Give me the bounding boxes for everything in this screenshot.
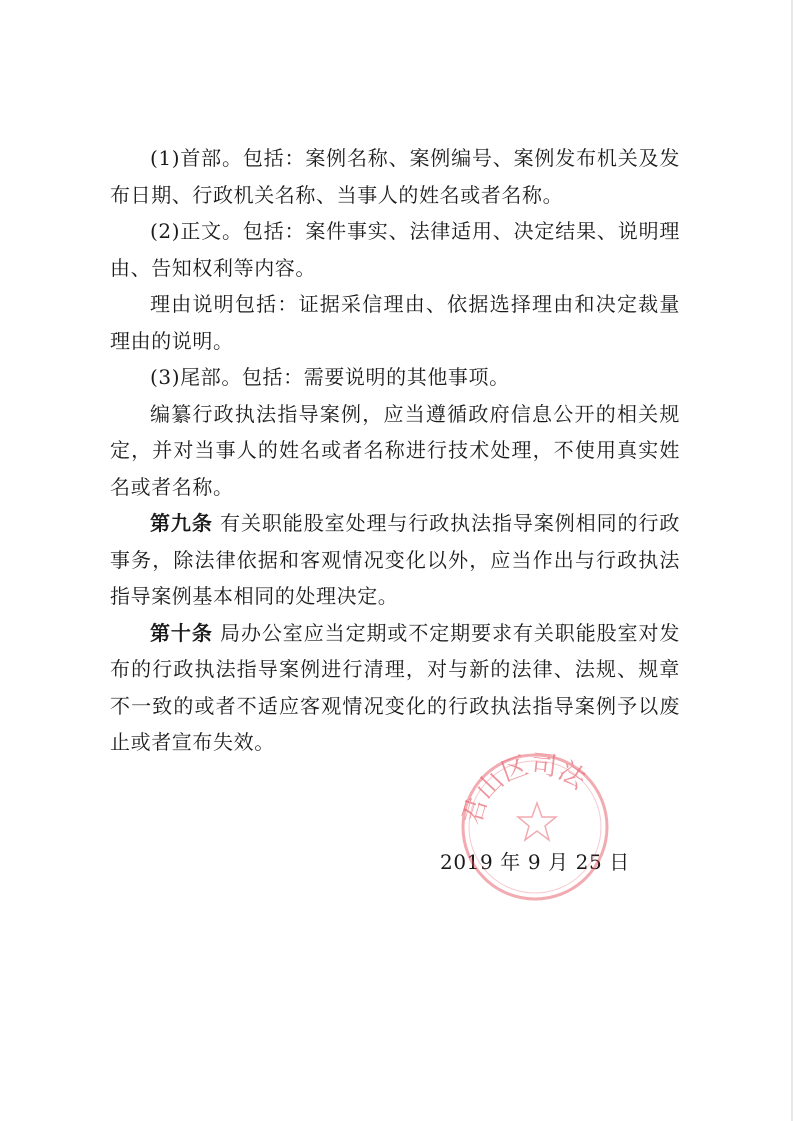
- paragraph-reasons: 理由说明包括：证据采信理由、依据选择理由和决定裁量理由的说明。: [110, 292, 680, 353]
- paragraph-body-section: (2)正文。包括：案件事实、法律适用、决定结果、说明理由、告知权利等内容。: [110, 219, 680, 280]
- paragraph-compilation: 编纂行政执法指导案例，应当遵循政府信息公开的相关规定，并对当事人的姓名或者名称进行技术处理，不使用真实姓名或者名称。: [110, 401, 680, 499]
- article-ten-heading: 第十条: [150, 620, 213, 645]
- article-nine-heading: 第九条: [150, 511, 213, 535]
- official-seal-icon: [455, 745, 615, 905]
- seal-star-icon: [518, 803, 556, 840]
- document-date: 2019 年 9 月 25 日: [440, 850, 630, 874]
- seal-text-path: 君山区司法: [457, 749, 591, 829]
- article-nine: 第九条 有关职能股室处理与行政执法指导案例相同的行政事务，除法律依据和客观情况变化以外，应当作出与行政执法指导案例基本相同的处理决定。: [110, 511, 680, 608]
- paragraph-footer-section: (3)尾部。包括：需要说明的其他事项。: [150, 365, 510, 389]
- paragraph-header-section: (1)首部。包括：案例名称、案例编号、案例发布机关及发布日期、行政机关名称、当事人的姓名或者名称。: [110, 146, 680, 207]
- article-ten: 第十条 局办公室应当定期或不定期要求有关职能股室对发布的行政执法指导案例进行清理，对与新的法律、法规、规章不一致的或者不适应客观情况变化的行政执法指导案例予以废止或者宣布失效。: [110, 620, 680, 754]
- document-body: [110, 140, 680, 761]
